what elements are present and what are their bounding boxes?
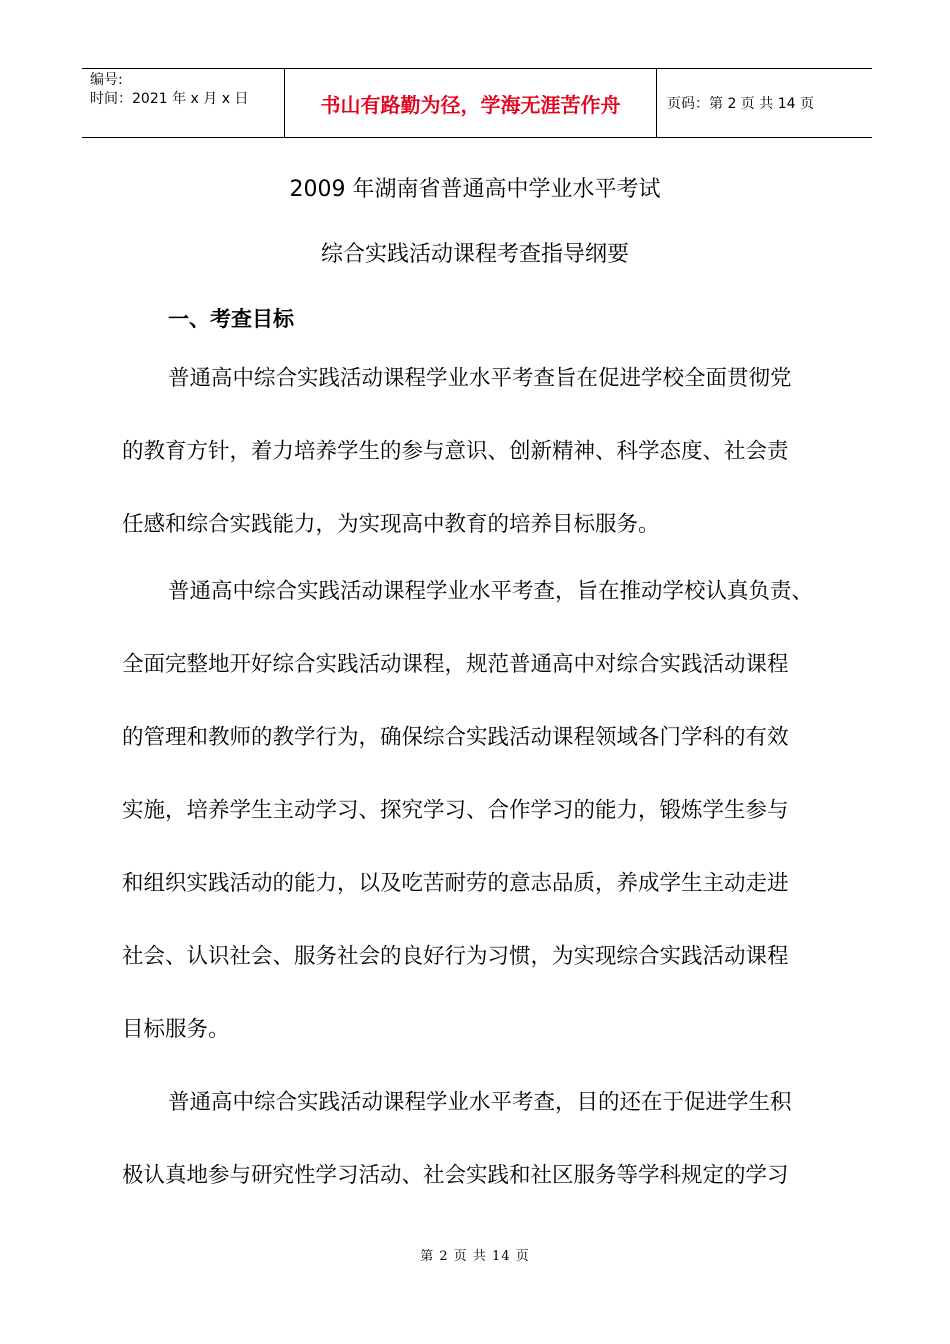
page-header xyxy=(82,68,872,138)
paragraph-3: 普通高中综合实践活动课程学业水平考查，目的还在于促进学生积 极认真地参与研究性学习活动、社会实践和社区服务等学科规定的学习 xyxy=(122,1090,792,1188)
time-label: 时间：2021 年 x 月 x 日 xyxy=(90,91,249,107)
section-heading: 一、考查目标 xyxy=(168,307,294,331)
paragraph-1: 普通高中综合实践活动课程学业水平考查旨在促进学校全面贯彻党 的教育方针，着力培养学生的参与意识、创新精神、科学态度、社会责 任感和综合实践能力，为实现高中教育的培养目标服务。 xyxy=(122,366,792,537)
header-page-label: 页码：第 2 页 共 14 页 xyxy=(667,96,814,112)
page-footer: 第 2 页 共 14 页 xyxy=(420,1249,530,1264)
number-label: 编号: xyxy=(90,72,123,88)
document-subtitle: 综合实践活动课程考查指导纲要 xyxy=(320,242,629,267)
header-motto: 书山有路勤为径，学海无涯苦作舟 xyxy=(284,69,657,137)
paragraph-2: 普通高中综合实践活动课程学业水平考查，旨在推动学校认真负责、 全面完整地开好综合实践活动课程，规范普通高中对综合实践活动课程 的管理和教师的教学行为，确保综合实践活动课程领域各门学科的有效 实施，培养学生主动学习、探究学习、合作学习的能力，锻炼学生参与 和组织实践活动的能力，以及吃苦耐劳的意志品质，养成学生主动走进 社会、认识社会、服务社会的良好行为习惯，为实现综合实践活动课程 目标服务。 xyxy=(122,579,814,1042)
header-meta xyxy=(82,69,284,137)
document-title: 2009 年湖南省普通高中学业水平考试 xyxy=(289,177,661,202)
